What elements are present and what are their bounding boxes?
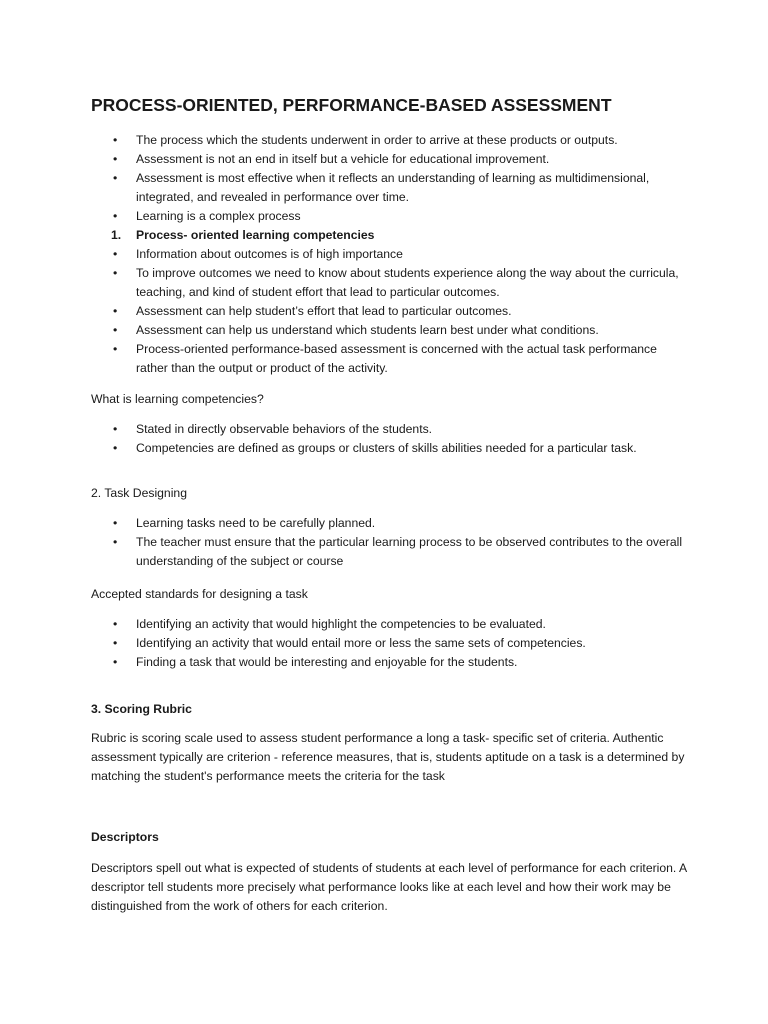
list-item-text: Finding a task that would be interesting and enjoyable for the students. [136,655,518,669]
list-item-text: Learning is a complex process [136,209,301,223]
bullet-marker: • [113,171,118,185]
list-item-text: Competencies are defined as groups or clusters of skills abilities needed for a particular task. [136,441,637,455]
bullet-marker: • [113,133,118,147]
number-marker: 1. [111,228,122,242]
list-item [91,131,691,150]
document-title: PROCESS-ORIENTED, PERFORMANCE-BASED ASSESSMENT [91,95,612,115]
section-heading-scoring-rubric: 3. Scoring Rubric [91,702,192,716]
bullet-marker: • [113,266,118,280]
list-item-text: Stated in directly observable behaviors of the students. [136,422,433,436]
list-item [91,302,691,321]
bullet-marker: • [113,516,118,530]
list-item [91,634,691,653]
bullet-marker: • [113,304,118,318]
list-item-text: The teacher must ensure that the particular learning process to be observed contributes to the overall understanding of the subject or course [136,535,683,568]
bullet-marker: • [113,617,118,631]
bullet-marker: • [113,209,118,223]
intro-list [91,131,691,378]
standards-list [91,615,691,672]
list-item-text: Identifying an activity that would highlight the competencies to be evaluated. [136,617,546,631]
list-item [91,245,691,264]
list-item [91,264,691,302]
bullet-marker: • [113,636,118,650]
list-item-text: The process which the students underwent in order to arrive at these products or outputs. [136,133,618,147]
list-item [91,340,691,378]
list-item [91,321,691,340]
bullet-marker: • [113,342,118,356]
list-item [91,653,691,672]
list-item [91,169,691,207]
list-item-text: Assessment is most effective when it reflects an understanding of learning as multidimensional, integrated, and revealed in performance over time. [136,171,650,204]
list-item-text: Assessment can help student’s effort that lead to particular outcomes. [136,304,512,318]
list-item-text: Process- oriented learning competencies [136,228,375,242]
task-designing-list [91,514,691,571]
section-heading-task-designing: 2. Task Designing [91,486,187,500]
list-item [91,207,691,226]
bullet-marker: • [113,655,118,669]
section-heading-descriptors: Descriptors [91,830,159,844]
standards-label: Accepted standards for designing a task [91,587,308,601]
bullet-marker: • [113,535,118,549]
bullet-marker: • [113,323,118,337]
bullet-marker: • [113,247,118,261]
list-item [91,439,691,458]
bullet-marker: • [113,422,118,436]
competencies-question: What is learning competencies? [91,392,264,406]
list-item-text: Learning tasks need to be carefully planned. [136,516,376,530]
list-item [91,533,691,571]
competencies-list [91,420,691,458]
bullet-marker: • [113,152,118,166]
list-item [91,420,691,439]
list-item [91,514,691,533]
scoring-rubric-paragraph: Rubric is scoring scale used to assess student performance a long a task- specific set of criteria. Authentic assessment typically are criterion - reference measures, that is, students aptitude on a task is a determined by matching the student's performance meets the criteria for the task [91,731,685,783]
document-page [91,93,691,927]
list-item-text: Process-oriented performance-based assessment is concerned with the actual task performance rather than the output or product of the activity. [136,342,657,375]
list-item-text: Assessment can help us understand which students learn best under what conditions. [136,323,599,337]
list-item-text: Assessment is not an end in itself but a vehicle for educational improvement. [136,152,550,166]
numbered-item-process-oriented [91,226,691,245]
bullet-marker: • [113,441,118,455]
list-item [91,615,691,634]
list-item-text: Information about outcomes is of high importance [136,247,403,261]
list-item-text: Identifying an activity that would entail more or less the same sets of competencies. [136,636,586,650]
descriptors-paragraph: Descriptors spell out what is expected of students of students at each level of performance for each criterion. A descriptor tell students more precisely what performance looks like at each level and how their work may be distinguished from the work of others for each criterion. [91,861,687,913]
list-item-text: To improve outcomes we need to know about students experience along the way about the curricula, teaching, and kind of student effort that lead to particular outcomes. [136,266,679,299]
list-item [91,150,691,169]
